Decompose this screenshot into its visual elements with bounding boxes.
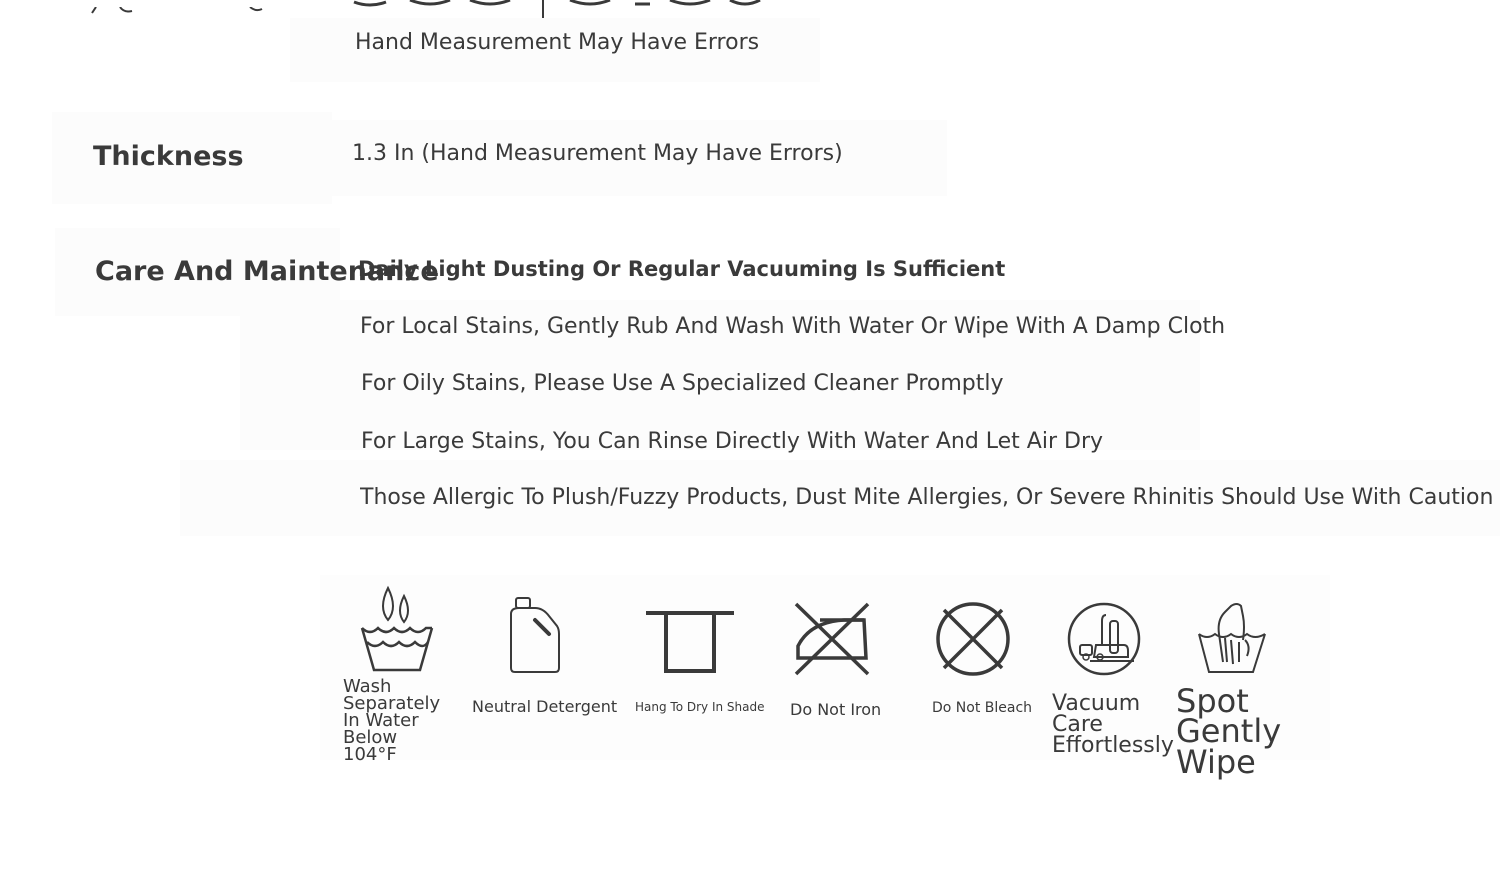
cropped-top-remnant	[90, 0, 270, 8]
vacuum-cleaner-icon	[1066, 601, 1142, 681]
detergent-caption: Neutral Detergent	[472, 697, 618, 716]
detergent-bottle-icon	[505, 596, 565, 680]
care-line-4: For Large Stains, You Can Rinse Directly With Water And Let Air Dry	[361, 429, 1104, 454]
care-line-1: Daily Light Dusting Or Regular Vacuuming Is Sufficient	[358, 257, 1006, 281]
hand-wipe-caption: Spot Gently Wipe	[1176, 682, 1282, 781]
care-label: Care And Maintenance	[95, 256, 439, 287]
do-not-iron-caption: Do Not Iron	[790, 700, 882, 719]
hang-dry-caption: Hang To Dry In Shade	[635, 700, 765, 714]
wash-water-icon	[358, 584, 436, 678]
hand-wipe-icon	[1197, 600, 1267, 680]
cropped-size-remnant	[350, 0, 770, 20]
size-note: Hand Measurement May Have Errors	[355, 30, 760, 55]
wash-water-caption: Wash Separately In Water Below 104°F	[343, 676, 441, 766]
care-line-3: For Oily Stains, Please Use A Specialized Cleaner Promptly	[361, 371, 1004, 396]
hang-dry-shade-icon	[644, 608, 736, 678]
do-not-iron-icon	[792, 600, 872, 682]
vacuum-caption: Vacuum Care Effortlessly	[1052, 691, 1174, 758]
care-line-5: Those Allergic To Plush/Fuzzy Products, Dust Mite Allergies, Or Severe Rhinitis Should Use With Caution	[360, 485, 1494, 510]
do-not-bleach-icon	[934, 600, 1012, 682]
thickness-label: Thickness	[93, 141, 244, 172]
care-line-2: For Local Stains, Gently Rub And Wash With Water Or Wipe With A Damp Cloth	[360, 314, 1226, 339]
do-not-bleach-caption: Do Not Bleach	[932, 700, 1033, 716]
thickness-value: 1.3 In (Hand Measurement May Have Errors)	[352, 141, 843, 166]
